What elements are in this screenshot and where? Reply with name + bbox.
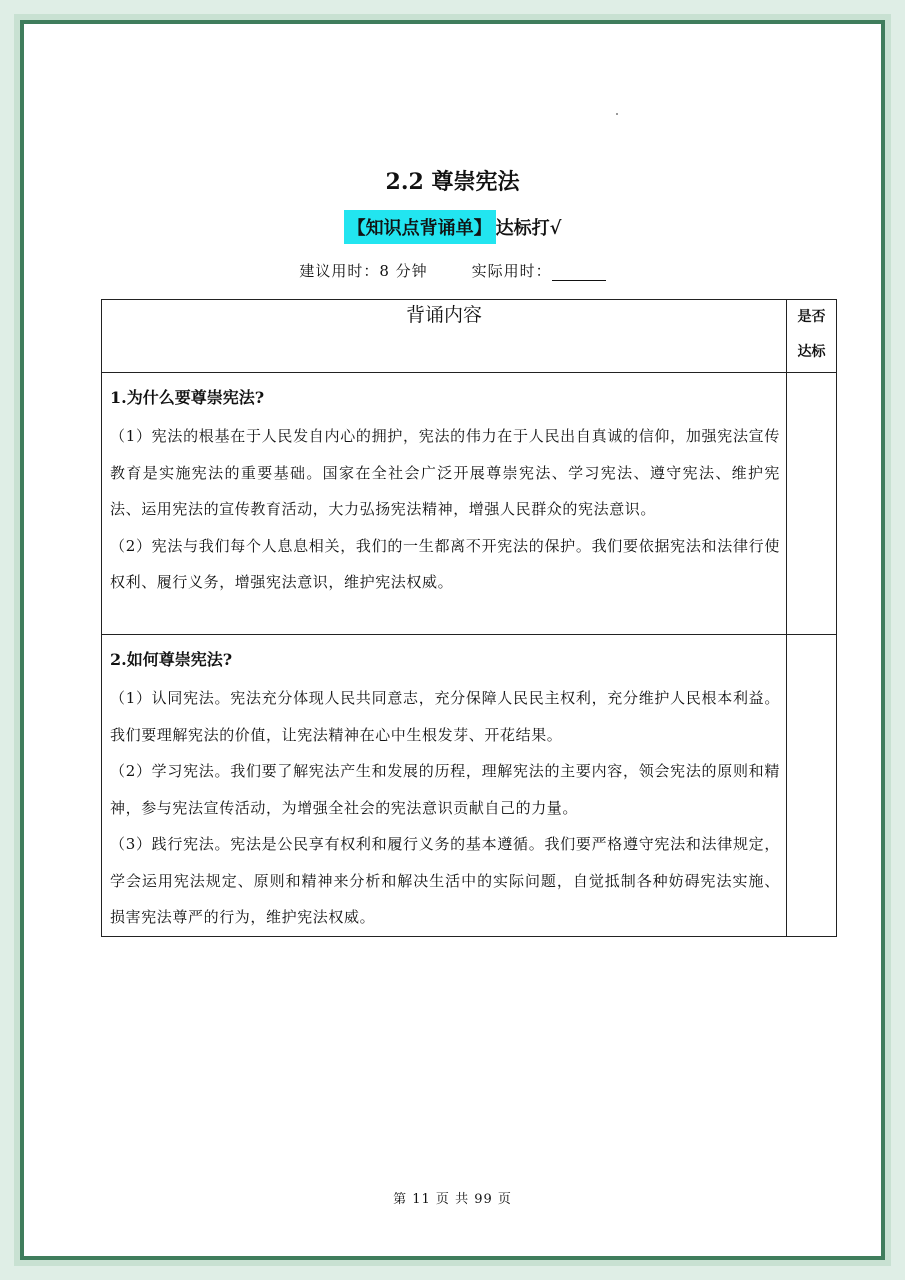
page-title: 2.2 尊崇宪法 [385, 169, 520, 195]
section-2-paragraph-1: （1）认同宪法。宪法充分体现人民共同意志，充分保障人民民主权利，充分维护人民根本利益。我们要理解宪法的价值，让宪法精神在心中生根发芽、开花结果。 [110, 689, 780, 744]
header-status-line2: 达标 [797, 344, 826, 360]
page-number: 第 11 页 共 99 页 [393, 1192, 512, 1207]
recitation-table [101, 299, 837, 937]
header-status-line1: 是否 [797, 309, 826, 325]
scan-speck [616, 113, 618, 115]
section-1-question: 1.为什么要尊崇宪法? [110, 388, 265, 407]
header-status [787, 300, 837, 373]
header-content: 背诵内容 [102, 300, 787, 373]
subtitle-row [0, 210, 905, 244]
suggested-time: 建议用时：8 分钟 [299, 262, 428, 280]
actual-time-blank[interactable] [552, 264, 606, 281]
table-row [102, 373, 837, 635]
time-row [0, 260, 905, 281]
section-2-status-cell[interactable] [787, 635, 837, 937]
subtitle-highlight: 【知识点背诵单】 [344, 210, 496, 244]
section-2-question: 2.如何尊崇宪法? [110, 650, 233, 669]
section-2-content [102, 635, 787, 937]
subtitle-checkmark-label: 达标打√ [495, 218, 562, 239]
section-1-status-cell[interactable] [787, 373, 837, 635]
section-2-paragraph-3: （3）践行宪法。宪法是公民享有权利和履行义务的基本遵循。我们要严格遵守宪法和法律规定，学会运用宪法规定、原则和精神来分析和解决生活中的实际问题，自觉抵制各种妨碍宪法实施、损害宪法尊严的行为，维护宪法权威。 [110, 835, 780, 926]
table-header-row [102, 300, 837, 373]
actual-time-label: 实际用时： [471, 262, 552, 280]
section-1-paragraph-1: （1）宪法的根基在于人民发自内心的拥护，宪法的伟力在于人民出自真诚的信仰，加强宪法宣传教育是实施宪法的重要基础。国家在全社会广泛开展尊崇宪法、学习宪法、遵守宪法、维护宪法、运用宪法的宣传教育活动，大力弘扬宪法精神，增强人民群众的宪法意识。 [110, 427, 780, 518]
section-2-paragraph-2: （2）学习宪法。我们要了解宪法产生和发展的历程，理解宪法的主要内容，领会宪法的原则和精神，参与宪法宣传活动，为增强全社会的宪法意识贡献自己的力量。 [110, 762, 780, 817]
table-row [102, 635, 837, 937]
section-1-paragraph-2: （2）宪法与我们每个人息息相关，我们的一生都离不开宪法的保护。我们要依据宪法和法律行使权利、履行义务，增强宪法意识，维护宪法权威。 [110, 536, 780, 591]
section-1-content [102, 373, 787, 635]
